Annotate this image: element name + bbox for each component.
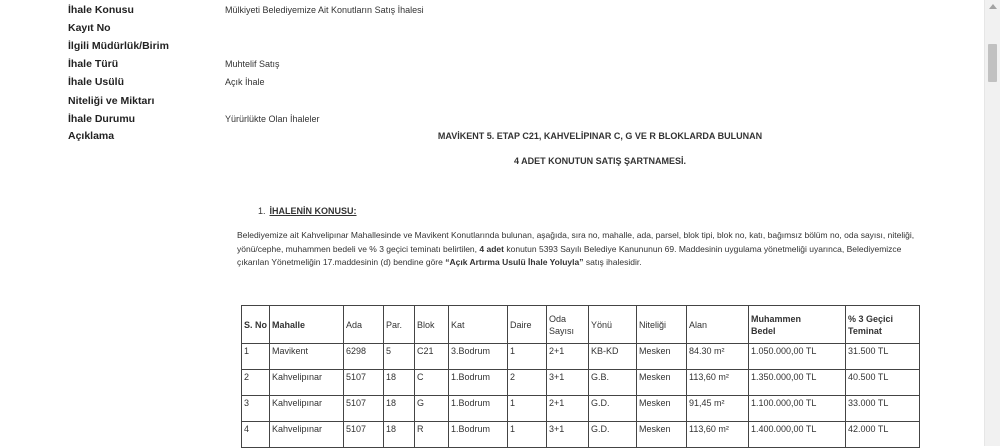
header-par: Par. xyxy=(384,306,415,344)
cell-alan: 113,60 m² xyxy=(687,422,749,448)
property-table xyxy=(241,305,920,448)
info-row-ilgili-mudurluk xyxy=(68,40,968,58)
cell-daire: 1 xyxy=(508,422,547,448)
header-teminat: Teminat xyxy=(848,325,882,336)
cell-kat: 1.Bodrum xyxy=(449,396,508,422)
cell-teminat: 42.000 TL xyxy=(846,422,920,448)
info-label: İhale Türü xyxy=(68,58,119,70)
table-row xyxy=(242,344,920,370)
cell-nitelik: Mesken xyxy=(637,422,687,448)
cell-nitelik: Mesken xyxy=(637,344,687,370)
info-value: Yürürlükte Olan İhaleler xyxy=(225,114,320,124)
cell-nitelik: Mesken xyxy=(637,370,687,396)
info-value: Mülkiyeti Belediyemize Ait Konutların Satış İhalesi xyxy=(225,5,424,15)
cell-sno: 4 xyxy=(242,422,270,448)
cell-alan: 91,45 m² xyxy=(687,396,749,422)
header-blok: Blok xyxy=(415,306,449,344)
header-alan: Alan xyxy=(687,306,749,344)
cell-alan: 84.30 m² xyxy=(687,344,749,370)
description-paragraph xyxy=(237,229,927,270)
header-oda-sayisi xyxy=(547,306,589,344)
cell-mahalle: Kahvelipınar xyxy=(270,396,344,422)
info-row-ihale-usulu xyxy=(68,76,968,94)
info-row-ihale-turu xyxy=(68,58,968,76)
scroll-up-arrow-icon[interactable] xyxy=(989,4,997,9)
info-row-ihale-konusu xyxy=(68,4,968,22)
document-title-line1: MAVİKENT 5. ETAP C21, KAHVELİPINAR C, G VE R BLOKLARDA BULUNAN xyxy=(437,131,763,141)
section-number: 1. xyxy=(258,206,266,216)
cell-mahalle: Mavikent xyxy=(270,344,344,370)
cell-blok: G xyxy=(415,396,449,422)
cell-oda: 3+1 xyxy=(547,370,589,396)
paragraph-text: satış ihalesidir. xyxy=(585,257,642,267)
cell-nitelik: Mesken xyxy=(637,396,687,422)
info-value: Açık İhale xyxy=(225,77,265,87)
header-gecici: % 3 Geçici xyxy=(848,313,894,324)
table-header-row xyxy=(242,306,920,344)
cell-par: 18 xyxy=(384,370,415,396)
info-row-ihale-durumu xyxy=(68,113,968,131)
cell-ada: 5107 xyxy=(344,370,384,396)
cell-sno: 3 xyxy=(242,396,270,422)
header-sno: S. No xyxy=(242,306,270,344)
document-title-line2: 4 ADET KONUTUN SATIŞ ŞARTNAMESİ. xyxy=(513,156,686,166)
cell-oda: 2+1 xyxy=(547,396,589,422)
table-row xyxy=(242,370,920,396)
header-oda: Oda xyxy=(549,313,567,324)
cell-par: 18 xyxy=(384,396,415,422)
cell-sno: 1 xyxy=(242,344,270,370)
header-niteligi: Niteliği xyxy=(637,306,687,344)
scrollbar-thumb[interactable] xyxy=(988,44,997,82)
cell-daire: 1 xyxy=(508,396,547,422)
info-label: İlgili Müdürlük/Birim xyxy=(68,40,169,52)
header-ada: Ada xyxy=(344,306,384,344)
header-sayisi: Sayısı xyxy=(549,325,575,336)
info-row-kayit-no xyxy=(68,22,968,40)
paragraph-text: Belediyemize ait Kahvelipınar Mahallesinde ve Mavikent Konutlarında bulunan, aşağıda, sıra no, mahalle, ada, parsel, blok tipi, blok no, katı, bağımsız bölüm no, oda sayısı, niteliği, yönü/cephe, muhammen bedeli ve % 3 geçici teminatı belirtilen, xyxy=(237,230,915,254)
cell-bedel: 1.100.000,00 TL xyxy=(749,396,846,422)
header-kat: Kat xyxy=(449,306,508,344)
cell-bedel: 1.350.000,00 TL xyxy=(749,370,846,396)
cell-par: 18 xyxy=(384,422,415,448)
cell-mahalle: Kahvelipınar xyxy=(270,370,344,396)
header-yonu: Yönü xyxy=(589,306,637,344)
info-row-niteligi xyxy=(68,95,968,113)
header-muhammen-bedel xyxy=(749,306,846,344)
cell-yonu: G.D. xyxy=(589,396,637,422)
cell-bedel: 1.050.000,00 TL xyxy=(749,344,846,370)
cell-yonu: KB-KD xyxy=(589,344,637,370)
cell-teminat: 31.500 TL xyxy=(846,344,920,370)
cell-kat: 1.Bodrum xyxy=(449,422,508,448)
header-bedel: Bedel xyxy=(751,325,776,336)
info-value: Muhtelif Satış xyxy=(225,59,280,69)
cell-daire: 1 xyxy=(508,344,547,370)
header-gecici-teminat xyxy=(846,306,920,344)
cell-bedel: 1.400.000,00 TL xyxy=(749,422,846,448)
cell-sno: 2 xyxy=(242,370,270,396)
cell-mahalle: Kahvelipınar xyxy=(270,422,344,448)
paragraph-bold: 4 adet xyxy=(479,243,504,254)
cell-teminat: 40.500 TL xyxy=(846,370,920,396)
header-daire: Daire xyxy=(508,306,547,344)
section-title: İHALENİN KONUSU: xyxy=(269,206,357,216)
info-label: Açıklama xyxy=(68,130,115,142)
header-mahalle: Mahalle xyxy=(270,306,344,344)
info-label: Niteliği ve Miktarı xyxy=(68,95,155,107)
paragraph-text: konutun 5393 Sayılı Belediye Kanununun 69. Maddesinin uygulama yönetmeliği uyarınca, Belediyemizce çıkarılan Yönetmeliğin 17.maddesinin (d) bendine göre xyxy=(237,243,902,267)
info-label: İhale Konusu xyxy=(68,4,134,16)
cell-par: 5 xyxy=(384,344,415,370)
cell-ada: 6298 xyxy=(344,344,384,370)
info-label: Kayıt No xyxy=(68,22,111,34)
table-row xyxy=(242,396,920,422)
cell-yonu: G.B. xyxy=(589,370,637,396)
cell-alan: 113,60 m² xyxy=(687,370,749,396)
cell-teminat: 33.000 TL xyxy=(846,396,920,422)
cell-blok: C21 xyxy=(415,344,449,370)
cell-blok: C xyxy=(415,370,449,396)
cell-oda: 2+1 xyxy=(547,344,589,370)
cell-blok: R xyxy=(415,422,449,448)
paragraph-bold: “Açık Artırma Usulü İhale Yoluyla” xyxy=(445,257,584,267)
cell-kat: 1.Bodrum xyxy=(449,370,508,396)
info-label: İhale Usülü xyxy=(68,76,125,88)
cell-daire: 2 xyxy=(508,370,547,396)
cell-kat: 3.Bodrum xyxy=(449,344,508,370)
cell-ada: 5107 xyxy=(344,422,384,448)
header-muhammen: Muhammen xyxy=(751,313,802,324)
info-label: İhale Durumu xyxy=(68,113,136,125)
vertical-scrollbar[interactable] xyxy=(984,0,1000,446)
cell-yonu: G.D. xyxy=(589,422,637,448)
table-row xyxy=(242,422,920,448)
cell-oda: 3+1 xyxy=(547,422,589,448)
cell-ada: 5107 xyxy=(344,396,384,422)
section-heading xyxy=(258,206,357,216)
